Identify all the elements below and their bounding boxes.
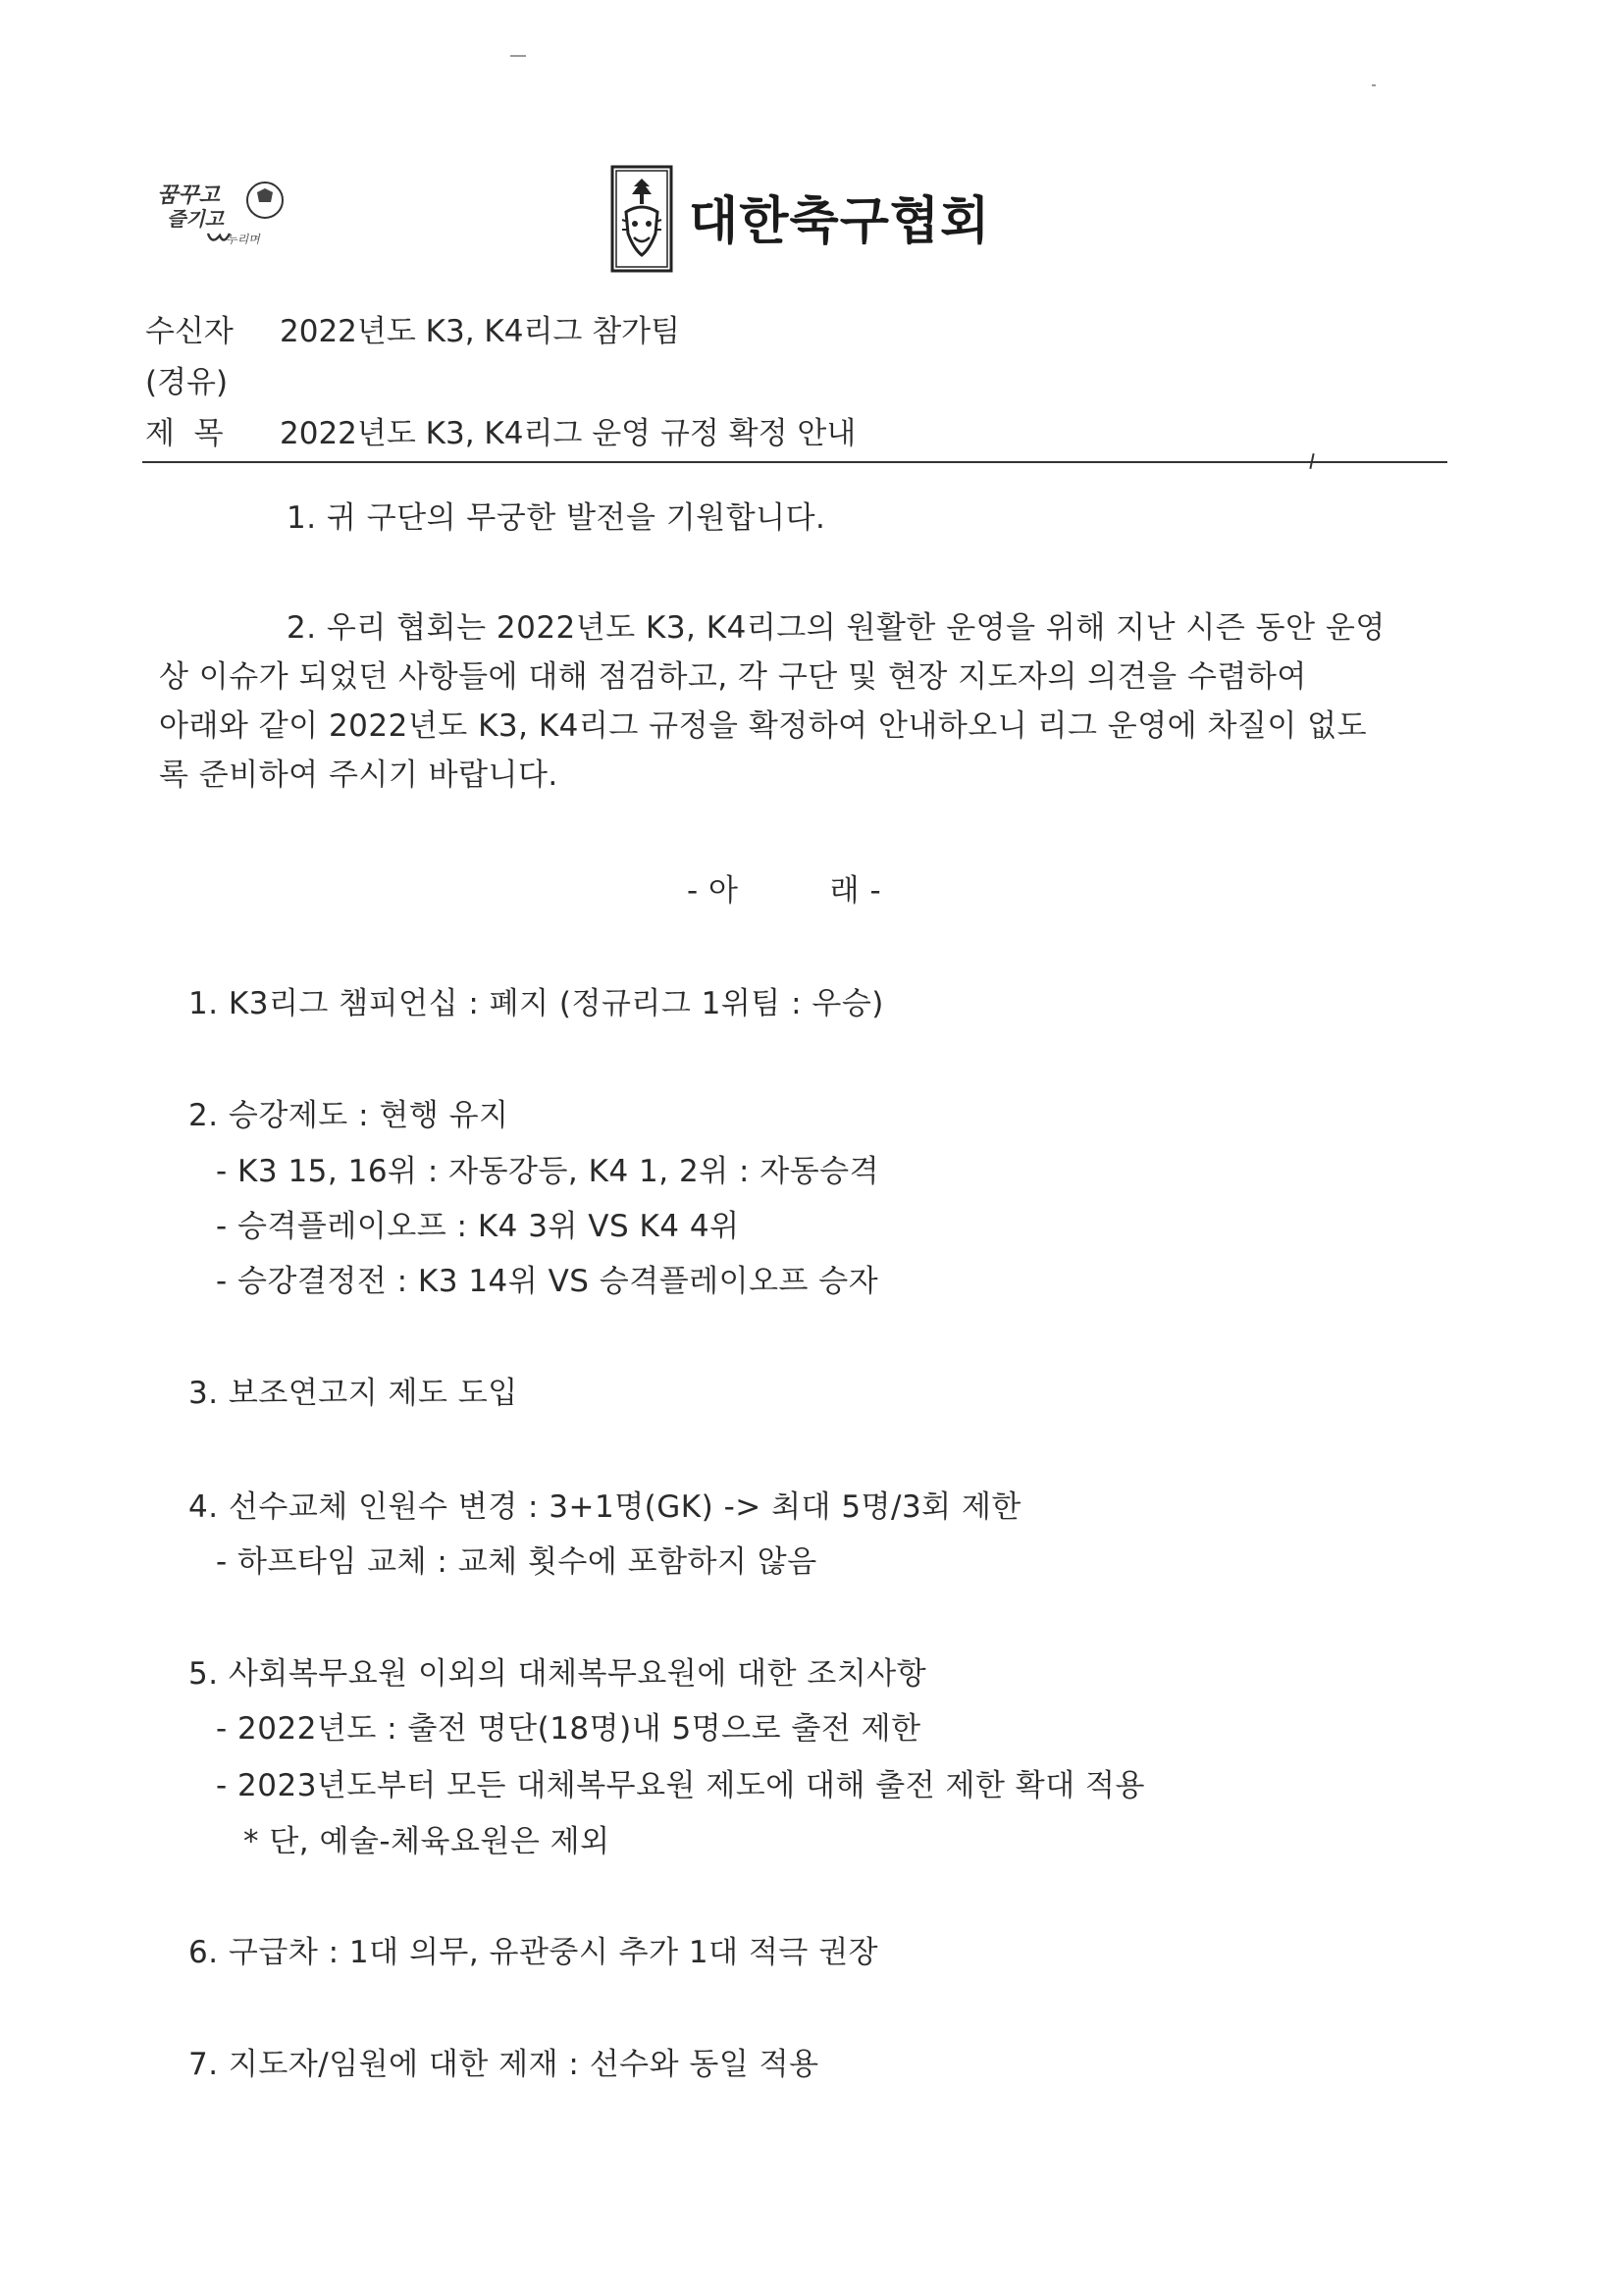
paragraph-1: 1. 귀 구단의 무궁한 발전을 기원합니다. [287, 500, 826, 536]
recipient-label: 수신자 [145, 314, 234, 349]
paragraph-2-line-4: 록 준비하여 주시기 바랍니다. [159, 757, 558, 793]
svg-text:누리며: 누리며 [226, 233, 260, 246]
below-heading: - 아 래 - [687, 873, 882, 909]
svg-text:즐기고: 즐기고 [167, 207, 224, 231]
header-divider [142, 461, 1447, 463]
scan-speck [1372, 84, 1376, 86]
via-label: (경유) [145, 365, 229, 400]
item-6: 6. 구급차 : 1대 의무, 유관중시 추가 1대 적극 권장 [188, 1935, 879, 1970]
org-name: 대한축구협회 [689, 192, 991, 251]
item-5: 5. 사회복무요원 이외의 대체복무요원에 대한 조치사항 [188, 1656, 927, 1692]
item-5-note: * 단, 예술-체육요원은 제외 [243, 1824, 610, 1859]
item-4: 4. 선수교체 인원수 변경 : 3+1명(GK) -> 최대 5명/3회 제한 [188, 1489, 1021, 1525]
recipient-value: 2022년도 K3, K4리그 참가팀 [280, 314, 681, 349]
subject-value: 2022년도 K3, K4리그 운영 규정 확정 안내 [280, 416, 857, 451]
slogan-logo [155, 175, 292, 253]
item-3: 3. 보조연고지 제도 도입 [188, 1376, 518, 1411]
kfa-emblem-icon [610, 165, 673, 273]
item-2-sub-2: - 승격플레이오프 : K4 3위 VS K4 4위 [216, 1209, 740, 1244]
item-1: 1. K3리그 챔피언십 : 폐지 (정규리그 1위팀 : 우승) [188, 986, 884, 1021]
item-2-sub-1: - K3 15, 16위 : 자동강등, K4 1, 2위 : 자동승격 [216, 1154, 880, 1189]
paragraph-2-line-3: 아래와 같이 2022년도 K3, K4리그 규정을 확정하여 안내하오니 리그 운영에 차질이 없도 [159, 708, 1368, 744]
item-2-sub-3: - 승강결정전 : K3 14위 VS 승격플레이오프 승자 [216, 1264, 879, 1299]
item-7: 7. 지도자/임원에 대한 제재 : 선수와 동일 적용 [188, 2047, 819, 2082]
item-2: 2. 승강제도 : 현행 유지 [188, 1098, 509, 1133]
item-4-sub-1: - 하프타임 교체 : 교체 횟수에 포함하지 않음 [216, 1544, 817, 1580]
paragraph-2-line-1: 2. 우리 협회는 2022년도 K3, K4리그의 원활한 운영을 위해 지난 시즌 동안 운영 [287, 610, 1386, 646]
paragraph-2-line-2: 상 이슈가 되었던 사항들에 대해 점검하고, 각 구단 및 현장 지도자의 의견을 수렴하여 [159, 659, 1307, 695]
scan-speck [510, 55, 526, 57]
subject-label: 제 목 [145, 416, 224, 451]
item-5-sub-2: - 2023년도부터 모든 대체복무요원 제도에 대해 출전 제한 확대 적용 [216, 1768, 1145, 1803]
item-5-sub-1: - 2022년도 : 출전 명단(18명)내 5명으로 출전 제한 [216, 1711, 921, 1747]
svg-text:꿈꾸고: 꿈꾸고 [157, 183, 220, 208]
